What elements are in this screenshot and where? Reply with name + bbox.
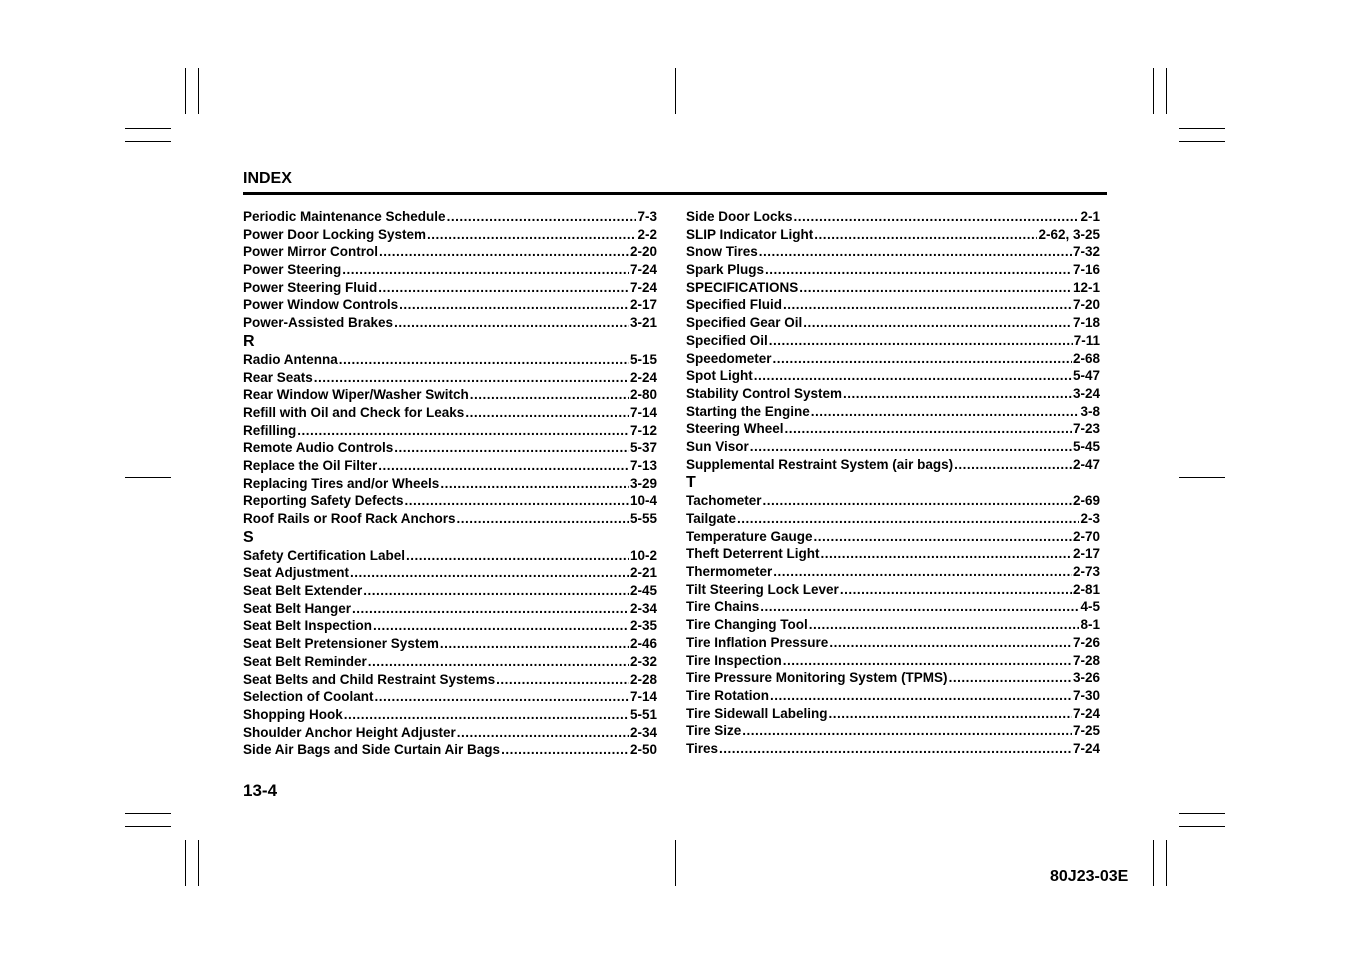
- crop-mark: [125, 813, 171, 814]
- index-entry-title: Tire Changing Tool: [686, 617, 808, 633]
- index-entry-page: 4-5: [1080, 599, 1100, 615]
- dot-leader: [457, 510, 629, 528]
- index-entry: [243, 279, 657, 297]
- index-entry: [686, 705, 1100, 723]
- index-entry: [243, 706, 657, 724]
- crop-mark: [198, 840, 199, 886]
- index-entry-page: 2-32: [629, 653, 657, 669]
- index-entry-title: Spot Light: [686, 368, 753, 384]
- index-entry-title: Tire Sidewall Labeling: [686, 705, 828, 721]
- index-column-left: [243, 208, 657, 759]
- index-entry-title: Selection of Coolant: [243, 689, 374, 705]
- index-entry: [686, 420, 1100, 438]
- crop-mark: [1179, 477, 1225, 478]
- index-entry-title: Rear Seats: [243, 369, 313, 385]
- index-entry: [243, 457, 657, 475]
- dot-leader: [379, 243, 629, 261]
- crop-mark: [125, 477, 171, 478]
- crop-mark: [125, 141, 171, 142]
- index-entry-page: 7-25: [1072, 723, 1100, 739]
- dot-leader: [770, 687, 1072, 705]
- index-entry: [243, 492, 657, 510]
- index-entry-page: 7-24: [1072, 705, 1100, 721]
- dot-leader: [406, 547, 629, 565]
- dot-leader: [809, 616, 1080, 634]
- index-entry-title: Specified Fluid: [686, 297, 783, 313]
- index-entry: [686, 616, 1100, 634]
- index-entry-title: Specified Gear Oil: [686, 315, 803, 331]
- dot-leader: [814, 226, 1037, 244]
- dot-leader: [470, 386, 629, 404]
- index-column-right: [686, 208, 1100, 758]
- index-entry-title: Tire Size: [686, 723, 742, 739]
- index-entry-title: Power Steering: [243, 262, 342, 278]
- index-entry-title: Shoulder Anchor Height Adjuster: [243, 724, 456, 740]
- crop-mark: [1179, 128, 1225, 129]
- dot-leader: [440, 475, 629, 493]
- crop-mark: [1166, 68, 1167, 114]
- page-title: INDEX: [243, 170, 292, 187]
- index-entry-title: Temperature Gauge: [686, 528, 813, 544]
- index-entry: [686, 545, 1100, 563]
- index-entry-page: 5-37: [629, 440, 657, 456]
- index-entry: [243, 314, 657, 332]
- crop-mark: [675, 840, 676, 886]
- index-entry: [243, 510, 657, 528]
- dot-leader: [297, 422, 629, 440]
- crop-mark: [1179, 141, 1225, 142]
- index-entry-page: 8-1: [1080, 617, 1100, 633]
- index-entry-title: Periodic Maintenance Schedule: [243, 209, 446, 224]
- index-entry-page: 2-28: [629, 671, 657, 687]
- index-entry-page: 3-24: [1072, 385, 1100, 401]
- dot-leader: [783, 296, 1072, 314]
- dot-leader: [760, 598, 1079, 616]
- index-entry: [243, 369, 657, 387]
- index-entry-page: 2-35: [629, 618, 657, 634]
- index-entry: [243, 724, 657, 742]
- index-entry-page: 5-15: [629, 351, 657, 367]
- index-entry-title: Tilt Steering Lock Lever: [686, 581, 839, 597]
- index-entry-title: Power Mirror Control: [243, 244, 379, 260]
- index-entry: [686, 687, 1100, 705]
- dot-leader: [821, 545, 1072, 563]
- dot-leader: [352, 600, 629, 618]
- index-entry-title: Tire Rotation: [686, 687, 770, 703]
- index-entry-page: 2-17: [1072, 546, 1100, 562]
- header-rule: [243, 192, 1107, 195]
- dot-leader: [954, 456, 1072, 474]
- index-entry-title: Tire Chains: [686, 599, 760, 615]
- index-entry-title: Seat Belts and Child Restraint Systems: [243, 671, 496, 687]
- dot-leader: [783, 652, 1072, 670]
- index-entry: [686, 510, 1100, 528]
- index-entry-page: 2-2: [637, 226, 657, 242]
- index-entry-page: 7-32: [1072, 244, 1100, 260]
- dot-leader: [378, 457, 629, 475]
- crop-mark: [125, 128, 171, 129]
- index-entry: [243, 351, 657, 369]
- index-entry-page: 2-80: [629, 387, 657, 403]
- index-entry-page: 2-69: [1072, 493, 1100, 509]
- index-entry-page: 5-51: [629, 706, 657, 722]
- dot-leader: [794, 208, 1080, 226]
- index-entry: [243, 688, 657, 706]
- index-entry-title: Tailgate: [686, 511, 737, 526]
- index-entry: [686, 634, 1100, 652]
- dot-leader: [829, 705, 1072, 723]
- index-entry-page: 7-18: [1072, 315, 1100, 331]
- index-entry-title: Seat Belt Reminder: [243, 653, 367, 669]
- index-entry: [243, 243, 657, 261]
- index-entry-title: Seat Belt Extender: [243, 583, 363, 599]
- dot-leader: [811, 403, 1080, 421]
- index-entry-title: Tachometer: [686, 493, 762, 509]
- index-entry-page: 7-16: [1072, 262, 1100, 278]
- crop-mark: [1153, 840, 1154, 886]
- dot-leader: [803, 314, 1072, 332]
- index-entry-title: Radio Antenna: [243, 351, 338, 367]
- index-entry: [243, 741, 657, 759]
- index-entry-page: 7-28: [1072, 652, 1100, 668]
- index-entry: [686, 403, 1100, 421]
- index-entry-page: 5-45: [1072, 438, 1100, 454]
- index-entry-title: Side Air Bags and Side Curtain Air Bags: [243, 742, 501, 758]
- index-entry: [686, 669, 1100, 687]
- dot-leader: [314, 369, 629, 387]
- index-entry-title: Thermometer: [686, 564, 773, 580]
- index-entry: [686, 243, 1100, 261]
- index-entry: [686, 740, 1100, 758]
- index-entry-title: Tire Inflation Pressure: [686, 634, 829, 650]
- index-entry: [686, 492, 1100, 510]
- index-entry: [686, 581, 1100, 599]
- index-entry-page: 5-55: [629, 511, 657, 526]
- index-entry: [243, 564, 657, 582]
- crop-mark: [125, 826, 171, 827]
- index-entry: [686, 350, 1100, 368]
- index-entry: [686, 438, 1100, 456]
- index-entry: [686, 456, 1100, 474]
- index-entry: [243, 582, 657, 600]
- dot-leader: [363, 582, 629, 600]
- dot-leader: [440, 635, 629, 653]
- index-entry-title: Specified Oil: [686, 332, 768, 348]
- crop-mark: [1179, 826, 1225, 827]
- index-entry: [686, 367, 1100, 385]
- index-entry-page: 2-17: [629, 297, 657, 313]
- index-entry: [686, 563, 1100, 581]
- index-entry-title: Refill with Oil and Check for Leaks: [243, 404, 465, 420]
- index-entry: [243, 422, 657, 440]
- dot-leader: [399, 296, 629, 314]
- dot-leader: [344, 706, 629, 724]
- dot-leader: [765, 261, 1072, 279]
- index-entry-title: Power Steering Fluid: [243, 279, 378, 295]
- index-entry-title: Remote Audio Controls: [243, 440, 394, 456]
- index-entry-title: SLIP Indicator Light: [686, 226, 814, 242]
- index-entry-page: 5-47: [1072, 368, 1100, 384]
- index-entry: [243, 296, 657, 314]
- index-entry-title: Stability Control System: [686, 385, 843, 401]
- index-entry-page: 3-26: [1072, 670, 1100, 686]
- index-entry-page: 2-21: [629, 565, 657, 581]
- dot-leader: [339, 351, 629, 369]
- index-entry: [243, 208, 657, 226]
- index-entry-title: Seat Belt Inspection: [243, 618, 373, 634]
- dot-leader: [342, 261, 629, 279]
- index-entry-title: Safety Certification Label: [243, 547, 406, 563]
- page-number: 13-4: [243, 781, 278, 800]
- index-entry: [243, 653, 657, 671]
- index-entry-page: 2-62, 3-25: [1038, 226, 1100, 242]
- index-entry-page: 2-34: [629, 724, 657, 740]
- index-entry-title: Refilling: [243, 422, 297, 438]
- dot-leader: [737, 510, 1079, 528]
- document-code: 80J23-03E: [1050, 868, 1129, 885]
- index-entry-title: Theft Deterrent Light: [686, 546, 820, 562]
- index-section-letter: T: [686, 474, 696, 492]
- index-entry: [243, 226, 657, 244]
- index-entry-title: Tire Inspection: [686, 652, 782, 668]
- index-entry: [243, 404, 657, 422]
- index-entry-title: Reporting Safety Defects: [243, 493, 404, 509]
- index-entry-title: Seat Adjustment: [243, 565, 350, 581]
- index-entry-page: 3-29: [629, 475, 657, 491]
- index-entry-page: 2-34: [629, 600, 657, 616]
- index-entry: [243, 386, 657, 404]
- index-entry: [243, 671, 657, 689]
- dot-leader: [496, 671, 629, 689]
- index-entry-title: Sun Visor: [686, 438, 749, 454]
- dot-leader: [773, 563, 1072, 581]
- index-entry: [243, 617, 657, 635]
- index-entry-page: 7-26: [1072, 634, 1100, 650]
- index-entry: [243, 475, 657, 493]
- dot-leader: [427, 226, 636, 244]
- dot-leader: [719, 740, 1072, 758]
- dot-leader: [405, 492, 629, 510]
- index-entry: [243, 635, 657, 653]
- index-entry-page: 2-20: [629, 244, 657, 260]
- index-entry-title: Replacing Tires and/or Wheels: [243, 475, 440, 491]
- dot-leader: [840, 581, 1072, 599]
- dot-leader: [394, 314, 629, 332]
- dot-leader: [759, 243, 1072, 261]
- index-entry-title: Speedometer: [686, 350, 772, 366]
- index-entry-page: 2-70: [1072, 528, 1100, 544]
- dot-leader: [501, 741, 629, 759]
- dot-leader: [949, 669, 1072, 687]
- dot-leader: [742, 722, 1072, 740]
- index-entry-title: Rear Window Wiper/Washer Switch: [243, 387, 469, 403]
- index-entry-title: Seat Belt Hanger: [243, 600, 352, 616]
- dot-leader: [769, 332, 1073, 350]
- index-entry-page: 7-23: [1072, 421, 1100, 437]
- dot-leader: [799, 279, 1072, 297]
- index-entry: [686, 314, 1100, 332]
- index-entry-page: 7-3: [637, 209, 657, 224]
- index-section-letter: R: [243, 332, 255, 350]
- dot-leader: [457, 724, 629, 742]
- index-entry-page: 7-24: [629, 279, 657, 295]
- index-entry-title: Roof Rails or Roof Rack Anchors: [243, 511, 456, 526]
- index-entry-title: Side Door Locks: [686, 209, 793, 224]
- index-entry: [686, 208, 1100, 226]
- index-entry-page: 2-24: [629, 369, 657, 385]
- index-entry-page: 7-30: [1072, 687, 1100, 703]
- index-entry: [686, 279, 1100, 297]
- dot-leader: [750, 438, 1072, 456]
- index-entry-title: Seat Belt Pretensioner System: [243, 636, 439, 652]
- crop-mark: [675, 68, 676, 114]
- crop-mark: [185, 68, 186, 114]
- index-entry: [686, 528, 1100, 546]
- index-entry: [686, 261, 1100, 279]
- index-entry-title: Power-Assisted Brakes: [243, 315, 394, 331]
- crop-mark: [1179, 813, 1225, 814]
- crop-mark: [185, 840, 186, 886]
- index-entry: [686, 385, 1100, 403]
- crop-mark: [1153, 68, 1154, 114]
- index-entry-page: 7-24: [629, 262, 657, 278]
- index-entry-title: Spark Plugs: [686, 262, 765, 278]
- index-entry-page: 3-21: [629, 315, 657, 331]
- index-entry-page: 7-12: [629, 422, 657, 438]
- index-entry: [686, 226, 1100, 244]
- index-entry: [243, 439, 657, 457]
- index-entry-title: Supplemental Restraint System (air bags): [686, 456, 954, 472]
- index-entry-page: 10-4: [629, 493, 657, 509]
- index-section-letter: S: [243, 528, 254, 546]
- index-entry-page: 2-47: [1072, 456, 1100, 472]
- index-entry: [243, 547, 657, 565]
- index-entry-page: 2-68: [1072, 350, 1100, 366]
- dot-leader: [368, 653, 629, 671]
- dot-leader: [375, 688, 629, 706]
- dot-leader: [843, 385, 1072, 403]
- dot-leader: [373, 617, 629, 635]
- index-entry-page: 2-3: [1080, 511, 1100, 526]
- index-entry: [686, 722, 1100, 740]
- index-entry: [686, 332, 1100, 350]
- index-entry-page: 10-2: [629, 547, 657, 563]
- index-entry-title: Power Window Controls: [243, 297, 399, 313]
- dot-leader: [350, 564, 629, 582]
- dot-leader: [829, 634, 1072, 652]
- index-entry-title: SPECIFICATIONS: [686, 279, 799, 295]
- index-entry-page: 7-20: [1072, 297, 1100, 313]
- index-entry-page: 7-14: [629, 689, 657, 705]
- crop-mark: [1166, 840, 1167, 886]
- index-entry-page: 12-1: [1072, 279, 1100, 295]
- index-entry-title: Shopping Hook: [243, 706, 343, 722]
- dot-leader: [785, 420, 1072, 438]
- dot-leader: [378, 279, 629, 297]
- index-entry-page: 2-1: [1080, 209, 1100, 224]
- index-entry-page: 2-81: [1072, 581, 1100, 597]
- index-entry-title: Tires: [686, 740, 719, 756]
- dot-leader: [394, 439, 629, 457]
- index-entry-page: 2-46: [629, 636, 657, 652]
- index-entry-title: Starting the Engine: [686, 403, 810, 419]
- dot-leader: [763, 492, 1072, 510]
- index-entry-page: 7-24: [1072, 740, 1100, 756]
- index-entry-page: 7-13: [629, 457, 657, 473]
- index-entry: [686, 652, 1100, 670]
- index-entry-page: 3-8: [1080, 403, 1100, 419]
- index-entry-title: Power Door Locking System: [243, 226, 427, 242]
- dot-leader: [447, 208, 637, 226]
- index-entry-title: Steering Wheel: [686, 421, 784, 437]
- index-entry: [243, 600, 657, 618]
- index-entry-page: 2-45: [629, 583, 657, 599]
- dot-leader: [754, 367, 1072, 385]
- index-entry-page: 7-11: [1073, 332, 1100, 348]
- crop-mark: [198, 68, 199, 114]
- index-entry-title: Replace the Oil Filter: [243, 457, 378, 473]
- index-entry: [243, 261, 657, 279]
- dot-leader: [773, 350, 1072, 368]
- index-entry-title: Snow Tires: [686, 244, 758, 260]
- index-entry: [686, 598, 1100, 616]
- index-entry-page: 7-14: [629, 404, 657, 420]
- index-entry-page: 2-73: [1072, 564, 1100, 580]
- dot-leader: [814, 528, 1072, 546]
- dot-leader: [465, 404, 629, 422]
- index-entry-title: Tire Pressure Monitoring System (TPMS): [686, 670, 948, 686]
- index-entry: [686, 296, 1100, 314]
- index-entry-page: 2-50: [629, 742, 657, 758]
